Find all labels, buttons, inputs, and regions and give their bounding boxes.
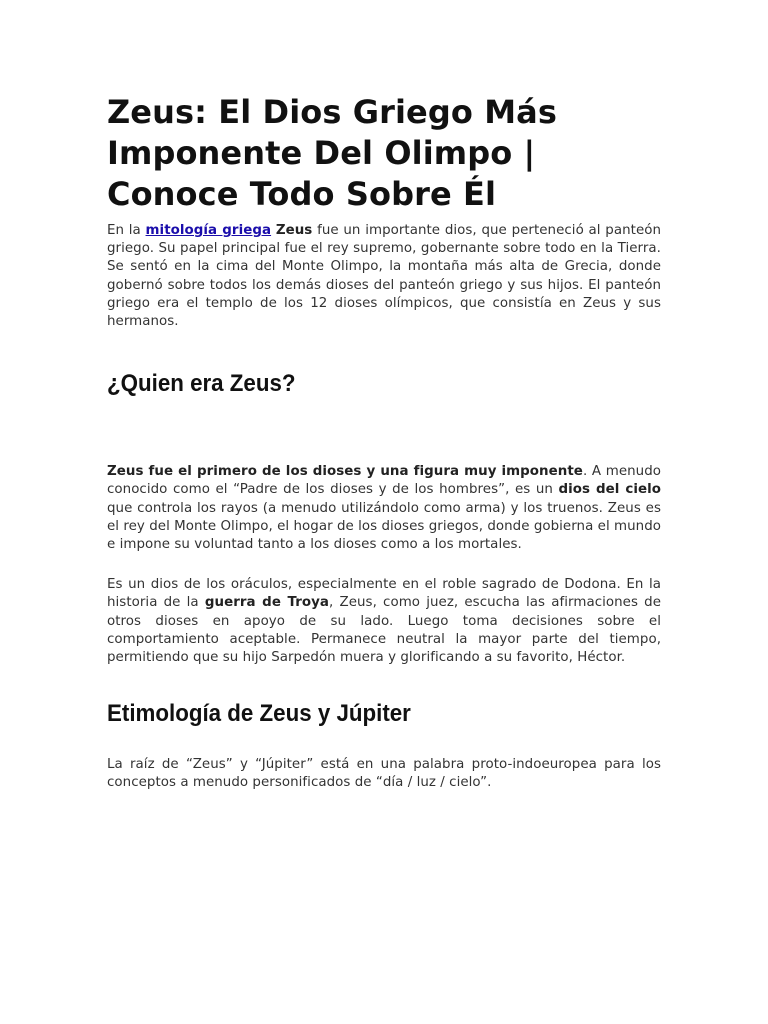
- p1-text-1: . A menudo conocido como el “Padre de los dioses y de los hombres”, es un: [107, 464, 661, 498]
- section1-paragraph-1: [107, 463, 661, 554]
- p2-text-1: Es un dios de los oráculos, especialmente en el roble sagrado de Dodona. En la historia de la: [107, 577, 661, 611]
- section-heading-etimologia: Etimología de Zeus y Júpiter: [107, 700, 411, 728]
- section1-paragraph-2: [107, 576, 661, 667]
- section2-paragraph-1: La raíz de “Zeus” y “Júpiter” está en una palabra proto-indoeuropea para los conceptos a menudo personificados de “día / luz / cielo”.: [107, 757, 661, 791]
- p2-text-2: , Zeus, como juez, escucha las afirmaciones de otros dioses en apoyo de su lado. Luego toma decisiones sobre el comportamiento aceptable. Permanece neutral la mayor parte del tiempo, permitiendo que su hijo Sarpedón muera y glorificando a su favorito, Héctor.: [107, 595, 661, 666]
- intro-text-1: En la: [107, 223, 146, 238]
- intro-paragraph: [107, 222, 661, 331]
- p1-bold-1: Zeus fue el primero de los dioses y una figura muy imponente: [107, 464, 583, 480]
- page-title: Zeus: El Dios Griego Más Imponente Del Olimpo | Conoce Todo Sobre Él: [107, 93, 557, 213]
- intro-text-3: fue un importante dios, que perteneció al panteón griego. Su papel principal fue el rey supremo, gobernante sobre todo en la Tierra. Se sentó en la cima del Monte Olimpo, la montaña más alta de Grecia, donde gobernó sobre todos los demás dioses del panteón griego y sus hijos. El panteón griego era el templo de los 12 dioses olímpicos, que consistía en Zeus y sus hermanos.: [107, 223, 662, 330]
- mitologia-griega-link[interactable]: mitología griega: [145, 223, 272, 238]
- p1-bold-2: dios del cielo: [558, 482, 661, 498]
- p2-bold-1: guerra de Troya: [204, 595, 330, 611]
- p1-text-2: que controla los rayos (a menudo utilizándolo como arma) y los truenos. Zeus es el rey del Monte Olimpo, el hogar de los dioses griegos, donde gobierna el mundo e impone su voluntad tanto a los dioses como a los mortales.: [107, 500, 661, 553]
- section-heading-quien-era-zeus: ¿Quien era Zeus?: [107, 370, 296, 398]
- intro-bold-zeus: Zeus: [275, 223, 313, 238]
